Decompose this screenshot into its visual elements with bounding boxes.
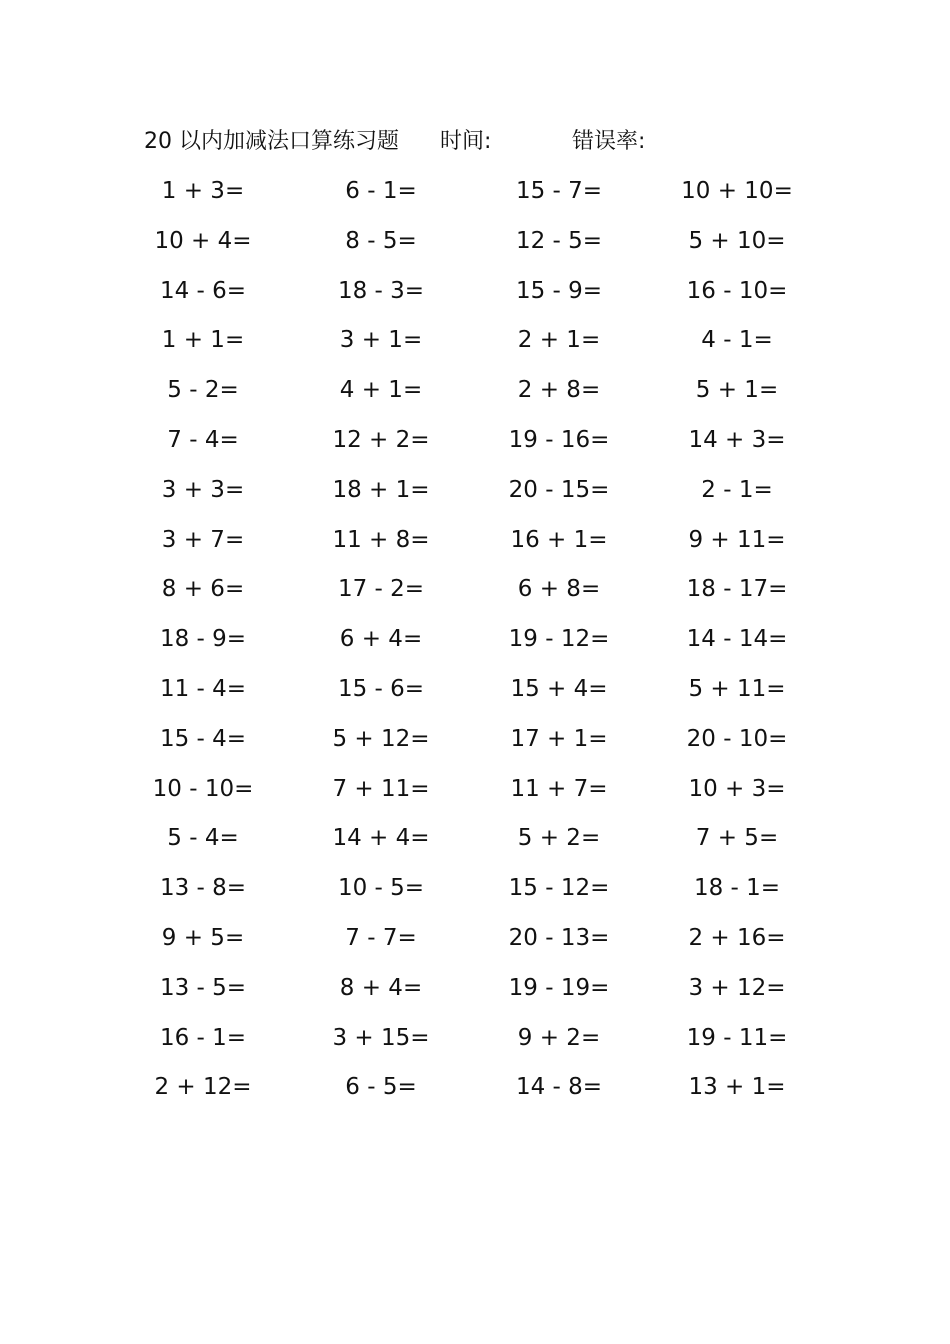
problem-item: 15 + 4=	[510, 675, 608, 702]
error-rate-label: 错误率:	[572, 129, 646, 154]
problem-item: 5 + 2=	[517, 825, 601, 852]
problem-item: 17 - 2=	[337, 576, 425, 603]
problem-row	[130, 915, 820, 965]
problem-row	[130, 566, 820, 616]
problem-item: 8 + 6=	[161, 576, 245, 603]
problem-item: 8 + 4=	[339, 974, 423, 1001]
problem-item: 3 + 3=	[161, 476, 245, 503]
problem-grid	[130, 168, 820, 1114]
problem-item: 15 - 12=	[508, 875, 610, 902]
problem-item: 2 + 1=	[517, 327, 601, 354]
problem-item: 20 - 15=	[508, 476, 610, 503]
problem-row	[130, 1064, 820, 1114]
problem-item: 18 - 3=	[337, 277, 425, 304]
problem-item: 7 - 4=	[167, 426, 239, 453]
problem-item: 16 + 1=	[510, 526, 608, 553]
problem-item: 7 - 7=	[345, 924, 417, 951]
problem-item: 19 - 11=	[686, 1024, 788, 1051]
problem-row	[130, 616, 820, 666]
problem-item: 13 - 5=	[159, 974, 247, 1001]
problem-row	[130, 666, 820, 716]
problem-item: 9 + 11=	[688, 526, 786, 553]
problem-item: 11 + 8=	[332, 526, 430, 553]
problem-row	[130, 268, 820, 318]
worksheet-title: 20 以内加减法口算练习题	[144, 129, 399, 154]
problem-item: 14 - 8=	[515, 1074, 603, 1101]
problem-row	[130, 467, 820, 517]
problem-row	[130, 815, 820, 865]
problem-row	[130, 417, 820, 467]
problem-row	[130, 168, 820, 218]
problem-item: 8 - 5=	[345, 227, 417, 254]
problem-item: 5 - 4=	[167, 825, 239, 852]
problem-item: 5 - 2=	[167, 377, 239, 404]
problem-item: 5 + 11=	[688, 675, 786, 702]
problem-item: 14 + 4=	[332, 825, 430, 852]
problem-item: 5 + 1=	[695, 377, 779, 404]
problem-row	[130, 766, 820, 816]
problem-item: 11 - 4=	[159, 675, 247, 702]
problem-item: 15 - 9=	[515, 277, 603, 304]
problem-item: 14 - 14=	[686, 626, 788, 653]
problem-item: 17 + 1=	[510, 725, 608, 752]
problem-item: 7 + 11=	[332, 775, 430, 802]
problem-item: 7 + 5=	[695, 825, 779, 852]
problem-item: 18 + 1=	[332, 476, 430, 503]
problem-item: 5 + 12=	[332, 725, 430, 752]
problem-item: 10 - 10=	[152, 775, 254, 802]
problem-row	[130, 865, 820, 915]
problem-item: 12 - 5=	[515, 227, 603, 254]
problem-item: 16 - 1=	[159, 1024, 247, 1051]
problem-item: 6 + 4=	[339, 626, 423, 653]
problem-item: 2 - 1=	[701, 476, 773, 503]
problem-item: 18 - 17=	[686, 576, 788, 603]
problem-item: 14 - 6=	[159, 277, 247, 304]
problem-row	[130, 965, 820, 1015]
problem-item: 4 - 1=	[701, 327, 773, 354]
problem-row	[130, 716, 820, 766]
problem-item: 4 + 1=	[339, 377, 423, 404]
problem-item: 2 + 8=	[517, 377, 601, 404]
problem-item: 5 + 10=	[688, 227, 786, 254]
problem-item: 16 - 10=	[686, 277, 788, 304]
time-label: 时间:	[440, 129, 492, 154]
problem-item: 9 + 5=	[161, 924, 245, 951]
problem-item: 13 - 8=	[159, 875, 247, 902]
problem-row	[130, 1015, 820, 1065]
problem-item: 19 - 16=	[508, 426, 610, 453]
problem-row	[130, 517, 820, 567]
problem-item: 13 + 1=	[688, 1074, 786, 1101]
problem-item: 14 + 3=	[688, 426, 786, 453]
problem-item: 15 - 4=	[159, 725, 247, 752]
problem-item: 6 - 1=	[345, 178, 417, 204]
problem-item: 9 + 2=	[517, 1024, 601, 1051]
problem-item: 3 + 15=	[332, 1024, 430, 1051]
problem-item: 20 - 13=	[508, 924, 610, 951]
problem-row	[130, 218, 820, 268]
problem-item: 18 - 1=	[693, 875, 781, 902]
problem-item: 1 + 3=	[161, 178, 245, 204]
problem-item: 12 + 2=	[332, 426, 430, 453]
problem-item: 3 + 7=	[161, 526, 245, 553]
problem-item: 10 + 10=	[681, 178, 793, 204]
problem-item: 3 + 1=	[339, 327, 423, 354]
problem-item: 10 - 5=	[337, 875, 425, 902]
problem-item: 15 - 6=	[337, 675, 425, 702]
problem-item: 15 - 7=	[515, 178, 603, 204]
problem-item: 1 + 1=	[161, 327, 245, 354]
problem-item: 19 - 19=	[508, 974, 610, 1001]
problem-item: 10 + 3=	[688, 775, 786, 802]
problem-item: 2 + 12=	[154, 1074, 252, 1101]
problem-item: 11 + 7=	[510, 775, 608, 802]
problem-item: 2 + 16=	[688, 924, 786, 951]
problem-item: 19 - 12=	[508, 626, 610, 653]
problem-item: 20 - 10=	[686, 725, 788, 752]
problem-row	[130, 367, 820, 417]
problem-item: 3 + 12=	[688, 974, 786, 1001]
problem-item: 10 + 4=	[154, 227, 252, 254]
problem-row	[130, 317, 820, 367]
problem-item: 6 - 5=	[345, 1074, 417, 1101]
problem-item: 18 - 9=	[159, 626, 247, 653]
problem-item: 6 + 8=	[517, 576, 601, 603]
